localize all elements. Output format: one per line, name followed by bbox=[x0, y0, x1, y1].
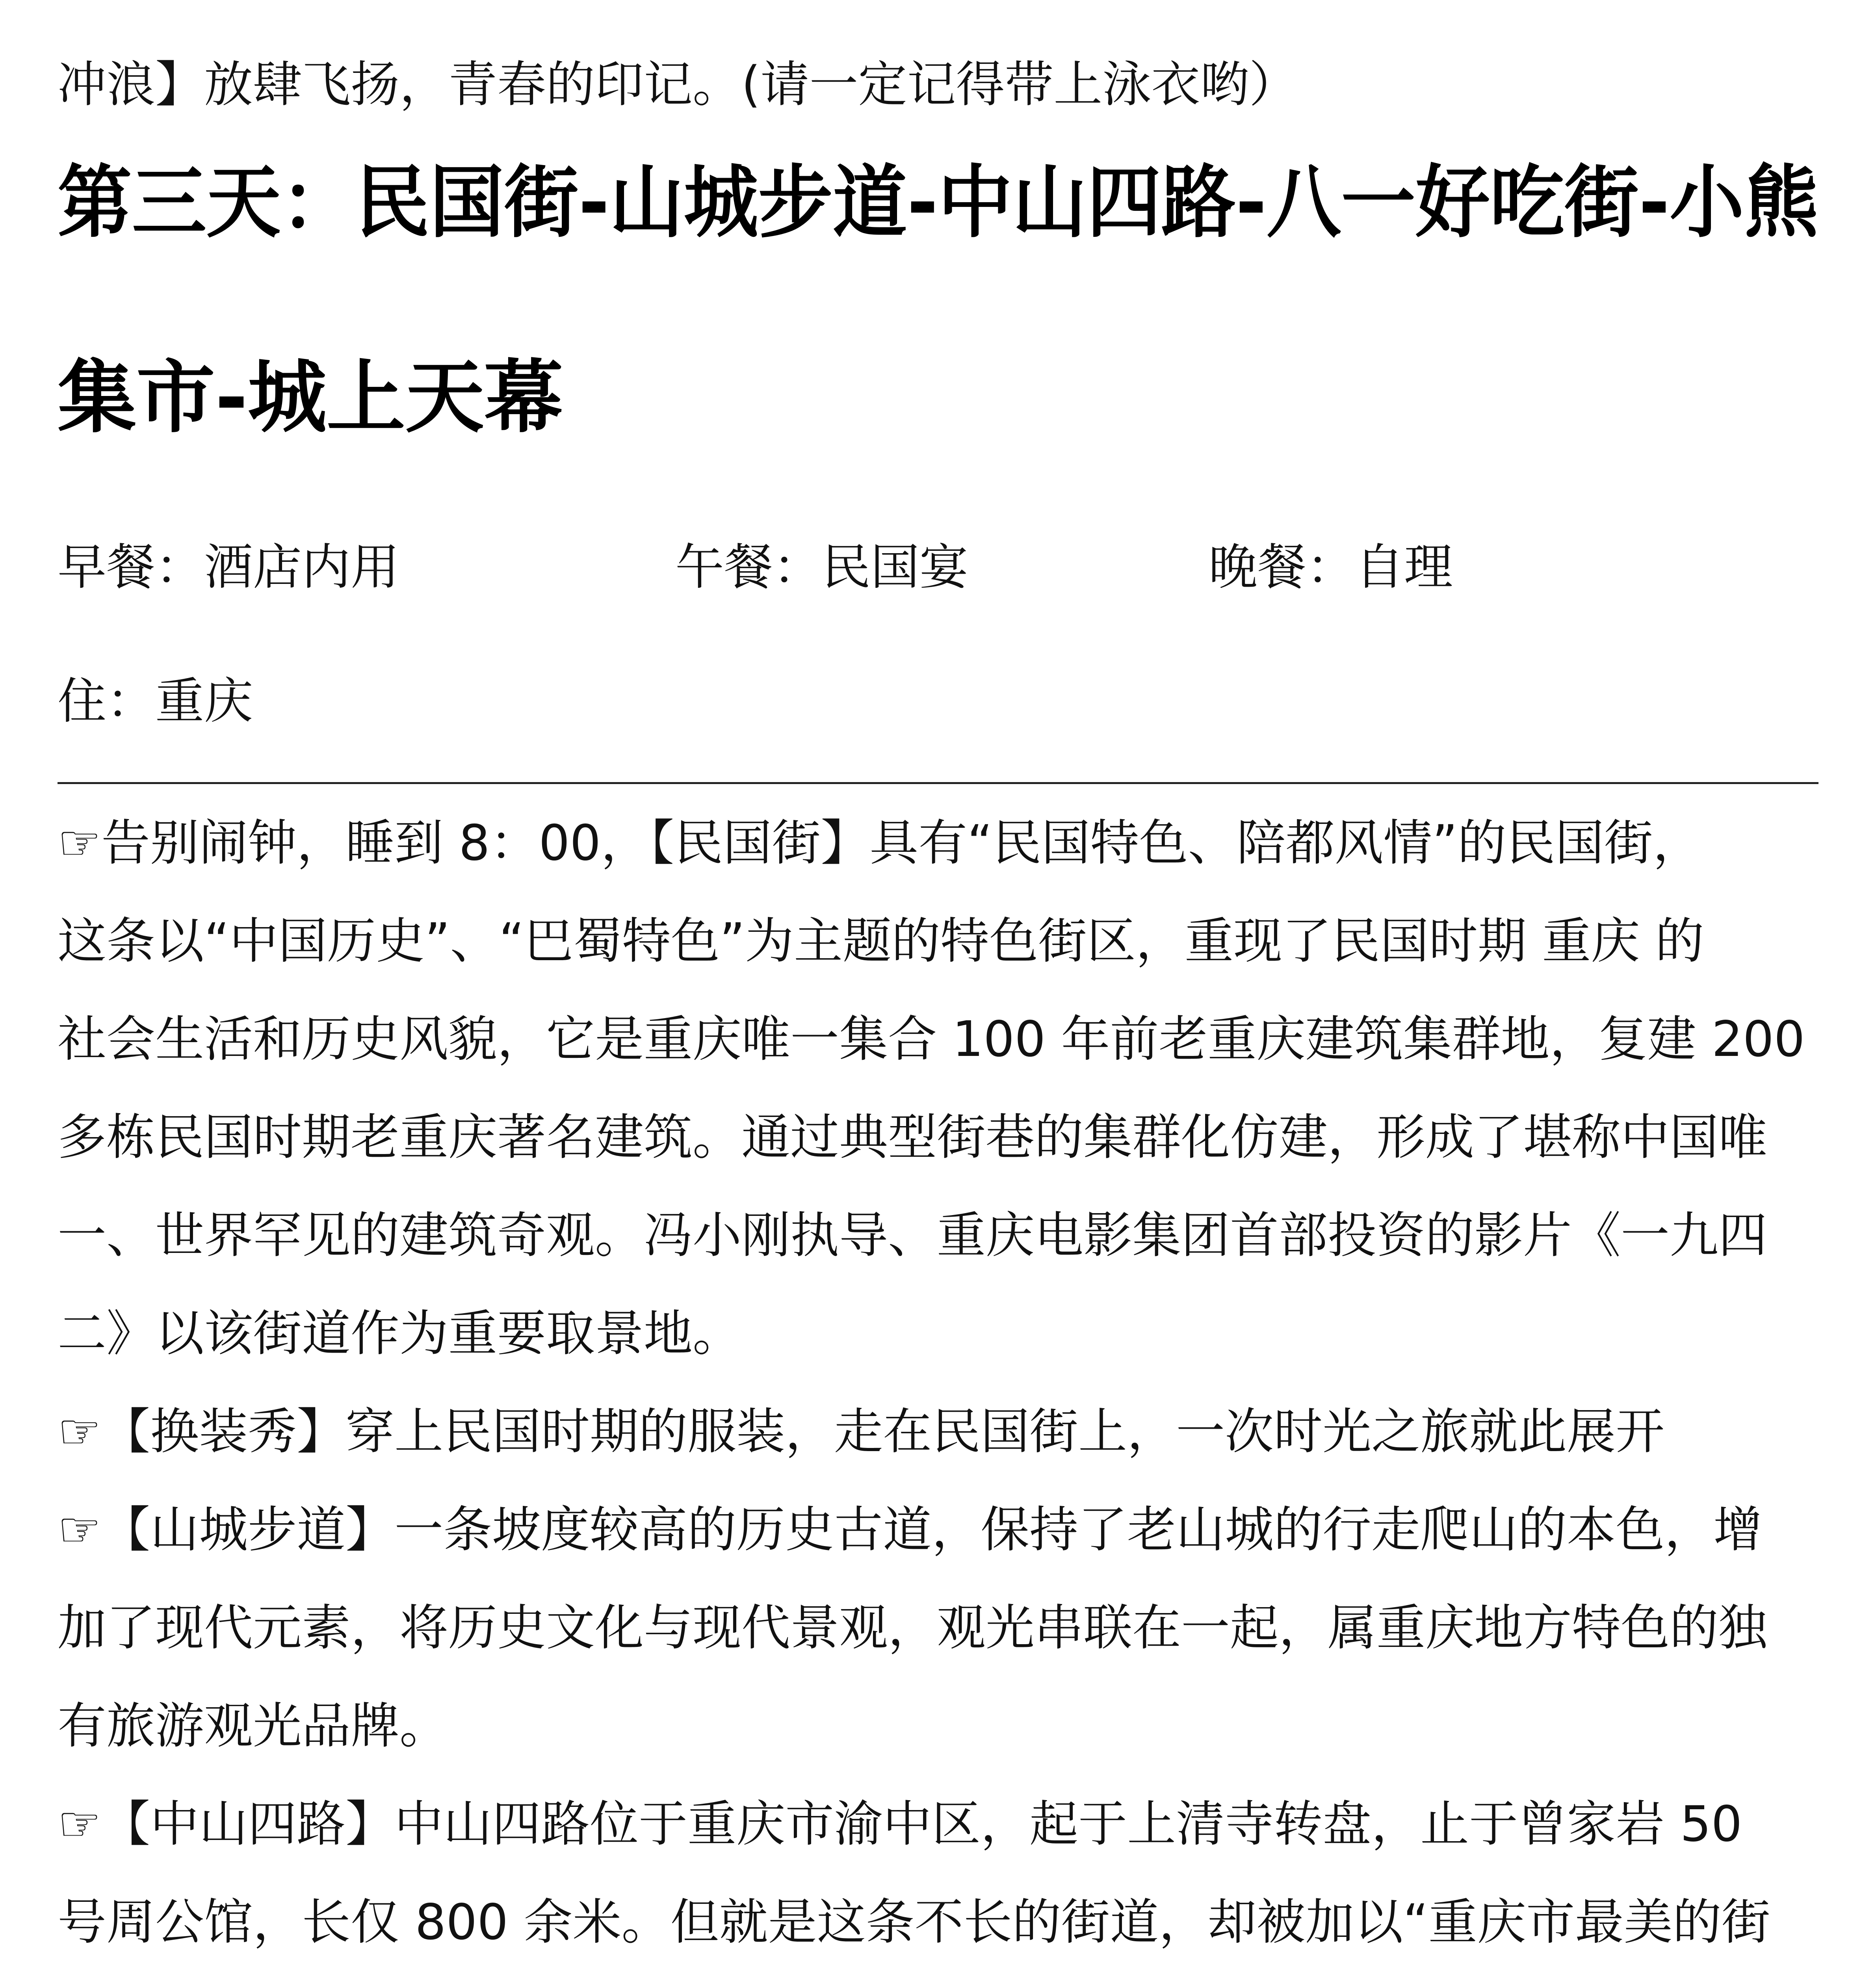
breakfast-info: 早餐：酒店内用 bbox=[58, 539, 400, 596]
accommodation-info: 住：重庆 bbox=[58, 673, 253, 730]
day-heading-line-1: 第三天：民国街-山城步道-中山四路-八一好吃街-小熊 bbox=[58, 157, 1819, 249]
body-text-line: 二》以该街道作为重要取景地。 bbox=[58, 1305, 742, 1362]
body-text-line: 一、世界罕见的建筑奇观。冯小刚执导、重庆电影集团首部投资的影片《一九四 bbox=[58, 1207, 1768, 1264]
body-text-line: 这条以“中国历史”、“巴蜀特色”为主题的特色街区，重现了民国时期 重庆 的 bbox=[58, 913, 1704, 970]
day-heading-line-2: 集市-城上天幕 bbox=[58, 352, 563, 444]
section-divider bbox=[58, 782, 1818, 784]
body-text-line: 多栋民国时期老重庆著名建筑。通过典型街巷的集群化仿建，形成了堪称中国唯 bbox=[58, 1109, 1768, 1166]
body-text-line: 有旅游观光品牌。 bbox=[58, 1698, 449, 1754]
body-text-line: ☞【中山四路】中山四路位于重庆市渝中区，起于上清寺转盘，止于曾家岩 50 bbox=[58, 1796, 1742, 1853]
body-text-line: 号周公馆，长仅 800 余米。但就是这条不长的街道，却被加以“重庆市最美的街 bbox=[58, 1894, 1770, 1951]
body-text-line: ☞【换装秀】穿上民国时期的服装，走在民国街上，一次时光之旅就此展开 bbox=[58, 1403, 1665, 1460]
body-text-line: ☞告别闹钟，睡到 8：00，【民国街】具有“民国特色、陪都风情”的民国街， bbox=[58, 815, 1702, 872]
top-continuation-text: 冲浪】放肆飞扬，青春的印记。(请一定记得带上泳衣哟） bbox=[58, 56, 1298, 113]
lunch-info: 午餐：民国宴 bbox=[675, 539, 969, 596]
body-text-line: 加了现代元素，将历史文化与现代景观，观光串联在一起，属重庆地方特色的独 bbox=[58, 1600, 1768, 1656]
dinner-info: 晚餐：自理 bbox=[1209, 539, 1453, 596]
body-text-line: ☞【山城步道】一条坡度较高的历史古道，保持了老山城的行走爬山的本色，增 bbox=[58, 1502, 1763, 1558]
body-text-line: 社会生活和历史风貌，它是重庆唯一集合 100 年前老重庆建筑集群地，复建 200 bbox=[58, 1011, 1805, 1068]
